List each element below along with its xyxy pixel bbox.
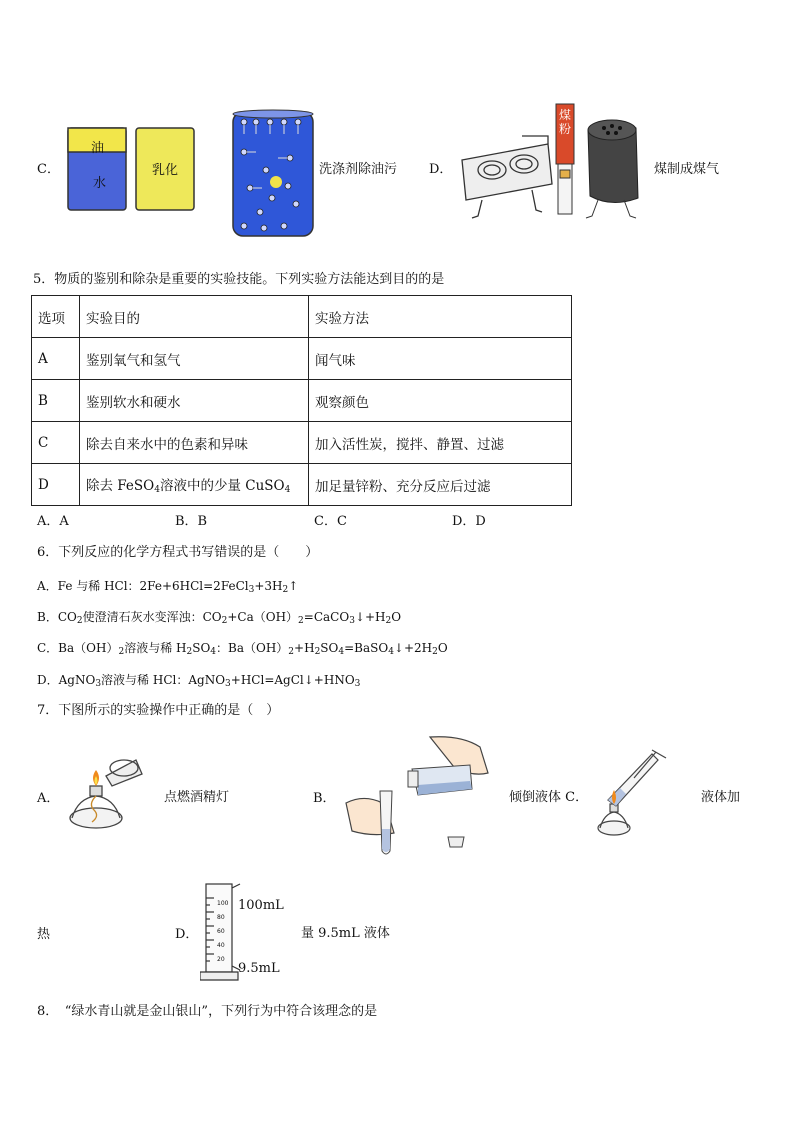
row-method: 加入活性炭，搅拌、静置、过滤 <box>309 422 572 464</box>
q7-c-caption: 液体加 <box>701 790 741 805</box>
q4-d-label: D． <box>429 162 453 177</box>
q6-stem: 6．下列反应的化学方程式书写错误的是（ ） <box>37 545 319 560</box>
row-option: A <box>32 338 80 380</box>
q7-stem: 7．下图所示的实验操作中正确的是（ ） <box>37 703 280 718</box>
table-header-row <box>32 296 572 338</box>
row-method: 加足量锌粉、充分反应后过滤 <box>309 464 572 506</box>
tick-label: 80 <box>217 914 225 921</box>
q8-stem: 8． “绿水青山就是金山银山”，下列行为中符合该理念的是 <box>37 1004 378 1019</box>
q5-choice-b: B．B <box>175 514 208 529</box>
cylinder-tick-labels <box>217 897 228 967</box>
q6-option-b: B．$CO_2$使澄清石灰水变浑浊：$CO_2+Ca(OH)_2=CaCO_3↓+H_2O$ <box>37 610 402 626</box>
cylinder-volume-label: 9.5mL <box>238 961 280 976</box>
q6-option-a: A．Fe 与稀 HCl：$2Fe+6HCl=2FeCl_3+3H_2↑$ <box>37 579 299 595</box>
q5-choice-d: D．D <box>452 514 486 529</box>
table-row <box>32 422 572 464</box>
q6-option-c: C．$Ba(OH)_2$溶液与稀 $H_2SO_4$：$Ba(OH)_2+H_2SO_4=BaSO_4↓+2H_2O$ <box>37 641 448 657</box>
header-goal: 实验目的 <box>80 296 309 338</box>
row-goal: 鉴别软水和硬水 <box>80 380 309 422</box>
row-goal: 除去自来水中的色素和异味 <box>80 422 309 464</box>
table-row <box>32 464 572 506</box>
row-option: C <box>32 422 80 464</box>
detergent-molecules-illustration <box>230 108 318 240</box>
q5-choice-a: A．A <box>37 514 69 529</box>
emulsion-label: 乳化 <box>152 163 179 178</box>
q7-b-label: B． <box>313 791 336 806</box>
tick-label: 60 <box>217 928 225 935</box>
coal-powder-tube-label: 煤粉 <box>559 108 572 136</box>
row-method: 观察颜色 <box>309 380 572 422</box>
q4-d-caption: 煤制成煤气 <box>654 162 720 177</box>
header-option: 选项 <box>32 296 80 338</box>
table-row <box>32 380 572 422</box>
row-goal: 除去 FeSO$_4$溶液中的少量 CuSO$_4$ <box>80 464 309 506</box>
q4-c-caption: 洗涤剂除油污 <box>319 162 398 177</box>
q6-option-d: D．AgNO$_3$溶液与稀 HCl：$AgNO_3+HCl=AgCl↓+HNO_3$ <box>37 673 361 689</box>
tick-label: 100 <box>217 900 229 907</box>
alcohol-lamp-lighting-illustration <box>62 746 144 834</box>
emulsion-beakers-illustration <box>66 126 200 214</box>
row-goal: 鉴别氧气和氢气 <box>80 338 309 380</box>
tick-label: 40 <box>217 942 225 949</box>
q5-experiment-table <box>31 295 572 506</box>
q4-c-label: C． <box>37 162 60 177</box>
q7-a-label: A． <box>37 791 60 806</box>
q5-stem: 5．物质的鉴别和除杂是重要的实验技能。下列实验方法能达到目的的是 <box>33 272 445 287</box>
q7-b-caption: 倾倒液体 C． <box>509 790 589 805</box>
table-row <box>32 338 572 380</box>
row-option: D <box>32 464 80 506</box>
pouring-liquid-illustration <box>342 733 492 857</box>
row-method: 闻气味 <box>309 338 572 380</box>
cylinder-capacity-label: 100mL <box>238 898 284 913</box>
header-method: 实验方法 <box>309 296 572 338</box>
water-layer-label: 水 <box>93 176 107 191</box>
q7-c-caption-cont: 热 <box>37 927 51 942</box>
q7-a-caption: 点燃酒精灯 <box>164 790 230 805</box>
q7-d-caption: 量 9.5mL 液体 <box>301 926 390 941</box>
tick-label: 20 <box>217 956 225 963</box>
oil-layer-label: 油 <box>91 141 105 156</box>
q7-d-label: D． <box>175 927 199 942</box>
q5-choice-c: C．C <box>314 514 347 529</box>
row-option: B <box>32 380 80 422</box>
coal-to-gas-illustration <box>452 100 648 230</box>
heating-liquid-illustration <box>594 748 670 844</box>
